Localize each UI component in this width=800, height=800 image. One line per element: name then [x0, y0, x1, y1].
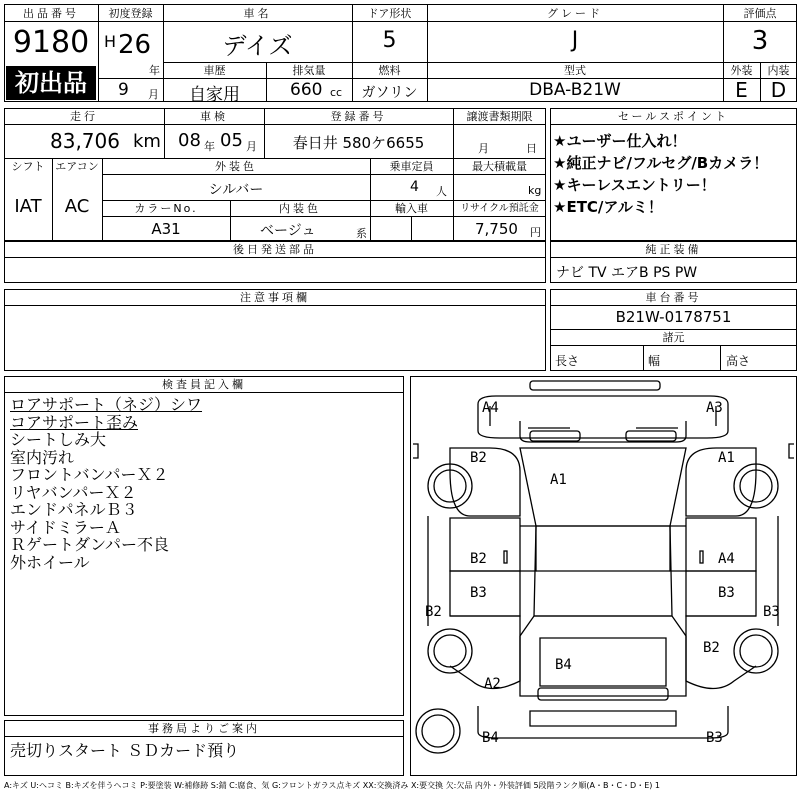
- equipment-value: ナビ TV エアB PS PW: [556, 265, 698, 281]
- inspector-line: コアサポート歪み: [10, 412, 139, 432]
- capacity-value: 4: [410, 179, 419, 195]
- diag-b4-center: B4: [555, 657, 572, 673]
- inspection-month-unit: 月: [246, 140, 257, 153]
- car-diagram-svg: [410, 376, 797, 776]
- color-no-label: カラーNo.: [134, 202, 198, 215]
- notes-label: 注意事項欄: [240, 291, 310, 304]
- doors-value: 5: [382, 28, 397, 53]
- displacement-unit: cc: [330, 86, 343, 99]
- first-reg-year: 26: [118, 30, 152, 60]
- score-value: 3: [751, 26, 769, 56]
- interior-label: 内装: [767, 64, 790, 77]
- diag-b2-right-rear: B2: [703, 640, 720, 656]
- capacity-label: 乗車定員: [389, 160, 434, 173]
- transfer-label: 譲渡書類期限: [466, 110, 533, 123]
- car-history-label: 車歴: [203, 64, 226, 77]
- displacement-value: 660: [290, 80, 323, 100]
- inspector-line: エンドパネルＢ３: [10, 500, 138, 519]
- specs-length: 長さ: [555, 354, 580, 368]
- diag-b3-left-center: B3: [470, 585, 487, 601]
- mileage-label: 走行: [70, 110, 98, 123]
- doors-label: ドア形状: [367, 7, 412, 20]
- diag-b3-far-right: B3: [763, 604, 780, 620]
- later-parts-label: 後日発送部品: [233, 243, 317, 256]
- exterior-label: 外装: [730, 64, 753, 77]
- int-color-value: ベージュ: [260, 223, 316, 239]
- chassis-value: B21W-0178751: [615, 308, 732, 326]
- diag-b3-right-center: B3: [718, 585, 735, 601]
- model-value: DBA-B21W: [529, 80, 621, 100]
- exterior-value: E: [735, 78, 748, 102]
- recycle-value: 7,750: [475, 220, 518, 238]
- first-reg-year-unit: 年: [149, 64, 160, 77]
- first-listing-label: 初出品: [15, 69, 87, 97]
- mileage-unit: km: [133, 131, 161, 152]
- recycle-label: リサイクル預託金: [460, 203, 539, 214]
- fuel-value: ガソリン: [361, 85, 418, 101]
- legend: A:キズ U:ヘコミ B:キズを伴うヘコミ P:要塗装 W:補修跡 S:錆 C:腐食、気 G:フロントガラス点キズ XX:交換済み X:要交換 欠:欠品 内外・外装評価 5段階ランク順(A・B・C・D・E) 1: [4, 781, 661, 790]
- diag-a4-right-center: A4: [718, 551, 735, 567]
- aircon-value: AC: [64, 196, 90, 217]
- selling-point-4: ★ETC/アルミ！: [553, 198, 663, 216]
- inspector-line: サイドミラーＡ: [10, 517, 121, 537]
- inspection-month: 05: [220, 130, 243, 151]
- diag-b2-far-left: B2: [425, 604, 442, 620]
- model-label: 型式: [564, 64, 586, 77]
- grade-label: グレード: [547, 7, 603, 20]
- transfer-day-unit: 日: [526, 142, 537, 155]
- score-label: 評価点: [743, 7, 777, 20]
- selling-point-3: ★キーレスエントリー！: [553, 176, 716, 194]
- inspection-label: 車検: [200, 110, 228, 123]
- inspector-line: 室内汚れ: [10, 447, 75, 467]
- diag-b2-left: B2: [470, 450, 487, 466]
- shift-label: シフト: [11, 160, 45, 173]
- inspection-year: 08: [178, 130, 201, 151]
- int-color-unit: 系: [356, 227, 367, 240]
- interior-value: D: [770, 78, 787, 102]
- displacement-label: 排気量: [292, 64, 326, 77]
- inspector-line: ロアサポート（ネジ）シワ: [10, 395, 203, 414]
- office-label: 事務局よりご案内: [148, 722, 260, 735]
- shift-value: IAT: [14, 196, 42, 217]
- specs-label: 諸元: [662, 331, 685, 344]
- int-color-label: 内装色: [279, 202, 321, 215]
- max-load-label: 最大積載量: [472, 160, 527, 173]
- fuel-label: 燃料: [378, 64, 401, 77]
- specs-width: 幅: [648, 354, 661, 368]
- first-reg-month: 9: [118, 80, 129, 100]
- first-reg-label: 初度登録: [108, 7, 153, 20]
- inspector-line: リヤバンパーＸ２: [10, 482, 137, 502]
- diag-a2-left: A2: [484, 676, 501, 692]
- diag-b4-bottom-left: B4: [482, 730, 499, 746]
- car-name: デイズ: [222, 32, 293, 60]
- inspector-line: 外ホイール: [10, 552, 90, 572]
- plate-value: 春日井 580ケ6655: [292, 134, 425, 152]
- diag-a4-top-left: A4: [482, 400, 499, 416]
- car-name-label: 車名: [243, 7, 272, 20]
- diag-a1-center: A1: [550, 472, 567, 488]
- chassis-label: 車台番号: [645, 291, 702, 304]
- first-reg-month-unit: 月: [148, 88, 159, 101]
- aircon-label: エアコン: [55, 160, 99, 173]
- inspector-label: 検査員記入欄: [162, 378, 246, 391]
- recycle-unit: 円: [530, 226, 541, 239]
- first-reg-era: H: [104, 32, 117, 51]
- import-label: 輸入車: [395, 202, 428, 215]
- diag-a1-right: A1: [718, 450, 735, 466]
- color-no-value: A31: [151, 220, 181, 238]
- inspector-line: シートしみ大: [10, 430, 107, 449]
- inspection-year-unit: 年: [204, 140, 215, 153]
- equipment-label: 純正装備: [645, 243, 702, 256]
- selling-point-1: ★ユーザー仕入れ！: [553, 132, 687, 150]
- diag-b3-bottom-right: B3: [706, 730, 723, 746]
- plate-label: 登録番号: [330, 110, 387, 123]
- mileage-value: 83,706: [50, 129, 120, 153]
- specs-height: 高さ: [726, 354, 751, 368]
- selling-points-label: セールスポイント: [617, 110, 729, 123]
- ext-color-label: 外装色: [215, 160, 257, 173]
- inspector-line: Ｒゲートダンパー不良: [10, 535, 170, 554]
- office-value: 売切りスタート ＳＤカード預り: [10, 741, 240, 760]
- ext-color-value: シルバー: [208, 182, 264, 198]
- car-history-value: 自家用: [189, 85, 240, 105]
- inspector-line: フロントバンパーＸ２: [10, 465, 169, 484]
- grade-value: J: [571, 28, 579, 53]
- transfer-month-unit: 月: [478, 142, 489, 155]
- selling-point-2: ★純正ナビ/フルセグ/Bカメラ！: [553, 154, 769, 172]
- max-load-unit: kg: [528, 184, 542, 197]
- diag-a3-top-right: A3: [706, 400, 723, 416]
- lot-label: 出品番号: [23, 7, 79, 20]
- lot-number: 9180: [12, 25, 90, 60]
- capacity-unit: 人: [436, 185, 447, 198]
- diag-b2-left-center: B2: [470, 551, 487, 567]
